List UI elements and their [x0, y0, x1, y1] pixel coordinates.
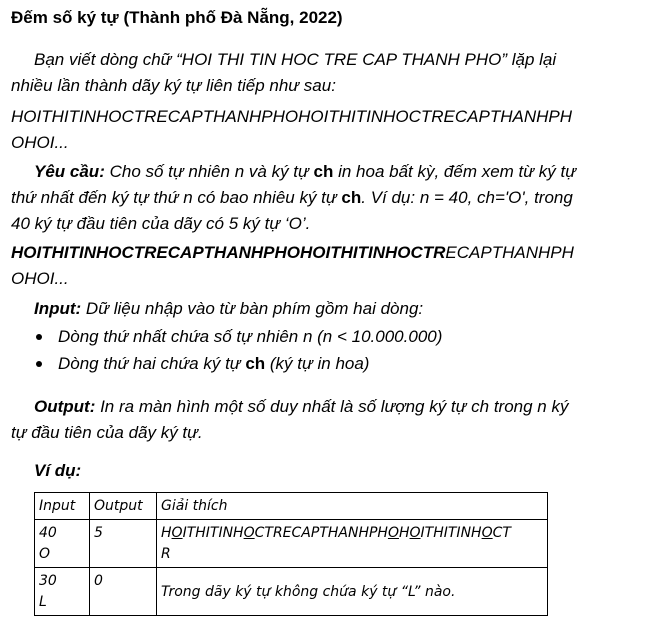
input-heading [34, 299, 423, 319]
table-header-row [35, 493, 548, 520]
sequence2-line-1 [11, 243, 574, 263]
explain-segment: CTRECAPTHANHPH [254, 525, 388, 541]
requirement-line-1 [34, 162, 576, 182]
row1-output: 5 [90, 520, 157, 568]
requirement-text-d: . Ví dụ: n = 40, ch='O', trong [361, 188, 573, 207]
sequence2-normal: ECAPTHANHPH [445, 243, 574, 262]
example-table [34, 492, 548, 616]
sequence-line-2: OHOI... [11, 133, 69, 152]
explain-segment: ITHITINH [182, 525, 244, 541]
sequence-line-1: HOITHITINHOCTRECAPTHANHPHOHOITHITINHOCTRECAPTHANHPH [11, 107, 573, 126]
sequence2-line-2: OHOI... [11, 269, 69, 288]
row2-input-n: 30 [39, 573, 57, 589]
input-label: Input: [34, 299, 82, 318]
row1-input [35, 520, 90, 568]
sequence2-bold: HOITHITINHOCTRECAPTHANHPHOHOITHITINHOCTR [11, 243, 446, 262]
output-line-1 [34, 397, 568, 417]
table-row [35, 568, 548, 616]
row1-explain [157, 520, 548, 568]
example-label: Ví dụ: [34, 461, 82, 480]
explain-segment: H [398, 525, 410, 541]
table-row [35, 520, 548, 568]
bullet-icon [36, 334, 42, 340]
input-item-2-text-b: (ký tự in hoa) [265, 354, 370, 373]
requirement-text-c: thứ nhất đến ký tự thứ n có bao nhiêu ký tự [11, 188, 342, 207]
requirement-label: Yêu cầu: [34, 162, 105, 181]
input-item-1: Dòng thứ nhất chứa số tự nhiên n (n < 10.000.000) [58, 327, 443, 346]
output-line-2: tự đầu tiên của dãy ký tự. [11, 423, 203, 442]
row1-input-n: 40 [39, 525, 57, 541]
problem-title: Đếm số ký tự (Thành phố Đà Nẵng, 2022) [11, 8, 343, 27]
input-item-2-ch: ch [245, 354, 266, 373]
row1-explain-line-2: R [161, 546, 171, 562]
bullet-icon [36, 361, 42, 367]
header-output: Output [90, 493, 157, 520]
intro-line-2: nhiều lần thành dãy ký tự liên tiếp như sau: [11, 76, 336, 95]
requirement-ch: ch [313, 162, 334, 181]
explain-segment: ITHITINH [420, 525, 482, 541]
underlined-o: O [481, 525, 493, 541]
row2-input [35, 568, 90, 616]
intro-line-1: Bạn viết dòng chữ “HOI THI TIN HOC TRE CAP THANH PHO” lặp lại [34, 50, 557, 69]
requirement-ch-2: ch [341, 188, 362, 207]
explain-segment: CT [492, 525, 511, 541]
row1-input-ch: O [39, 546, 51, 562]
header-input: Input [35, 493, 90, 520]
underlined-o: O [171, 525, 183, 541]
input-text: Dữ liệu nhập vào từ bàn phím gồm hai dòng: [81, 299, 424, 318]
input-item-2 [58, 354, 369, 374]
row1-explain-line-1 [161, 523, 543, 544]
underlined-o: O [387, 525, 399, 541]
row2-explain: Trong dãy ký tự không chứa ký tự “L” nào. [157, 568, 548, 616]
row2-output: 0 [90, 568, 157, 616]
row2-input-ch: L [39, 594, 47, 610]
output-text: In ra màn hình một số duy nhất là số lượng ký tự ch trong n ký [95, 397, 569, 416]
input-item-2-text-a: Dòng thứ hai chứa ký tự [58, 354, 246, 373]
header-explain: Giải thích [157, 493, 548, 520]
requirement-line-2 [11, 188, 573, 208]
explain-segment: H [161, 525, 172, 541]
requirement-text-a: Cho số tự nhiên n và ký tự [104, 162, 314, 181]
requirement-line-3: 40 ký tự đầu tiên của dãy có 5 ký tự ‘O’. [11, 214, 311, 233]
underlined-o: O [243, 525, 255, 541]
output-label: Output: [34, 397, 96, 416]
requirement-text-b: in hoa bất kỳ, đếm xem từ ký tự [333, 162, 576, 181]
underlined-o: O [409, 525, 421, 541]
